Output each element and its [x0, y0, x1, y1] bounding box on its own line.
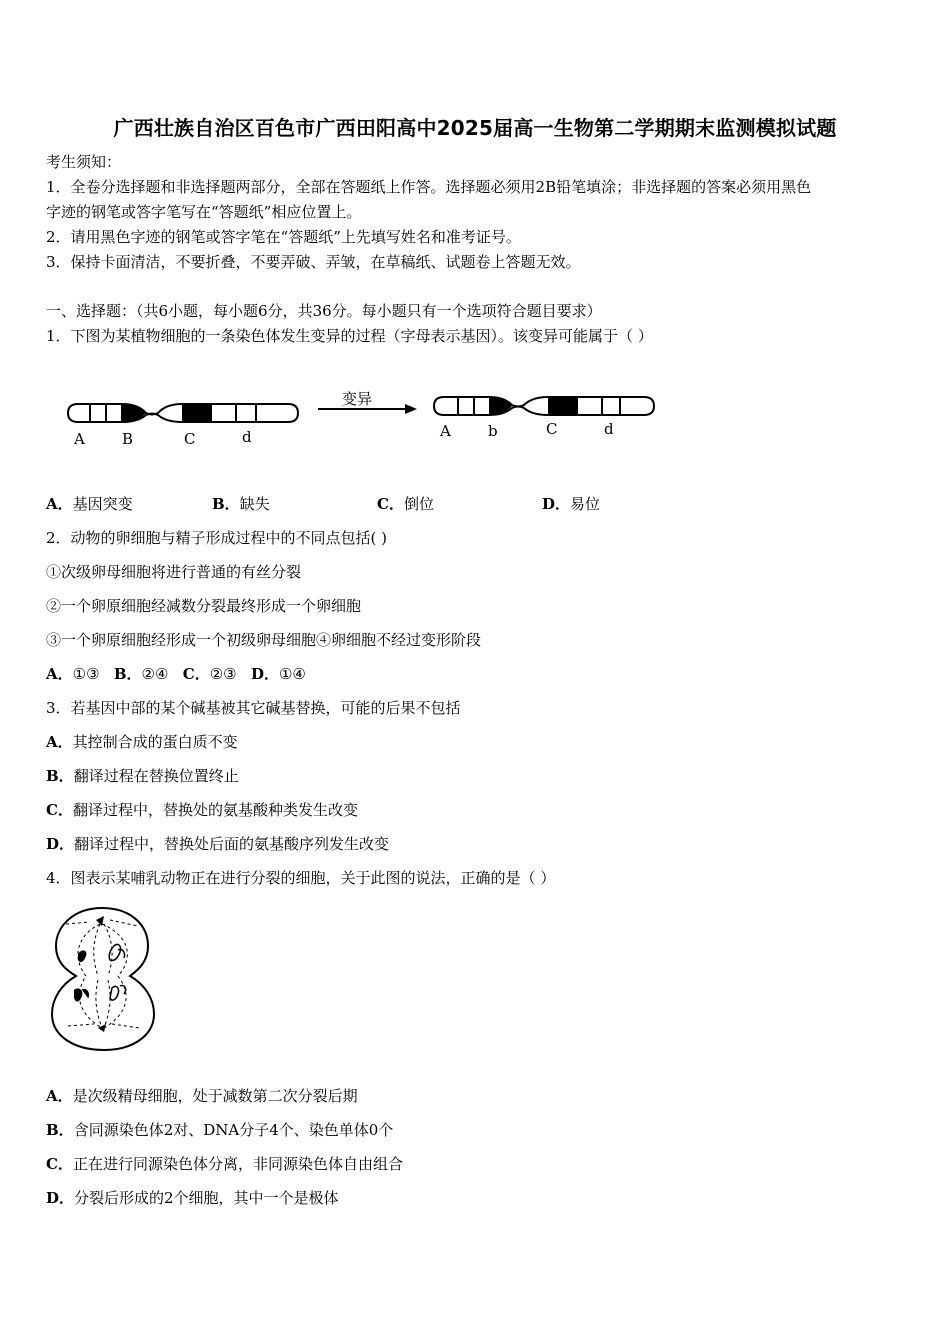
gene-label: C — [184, 430, 196, 448]
band-dark — [548, 397, 578, 415]
gene-label: d — [242, 428, 252, 446]
gene-label: B — [122, 430, 134, 448]
statement-line: ③一个卵原细胞经形成一个初级卵母细胞④卵细胞不经过变形阶段 — [46, 631, 482, 649]
question-1-stem: 1．下图为某植物细胞的一条染色体发生变异的过程（字母表示基因）。该变异可能属于（ ） — [46, 327, 653, 345]
chromosome-light — [110, 986, 119, 1000]
option-a[interactable]: A．①③ — [46, 665, 100, 683]
notice-line: 1．全卷分选择题和非选择题两部分，全部在答题纸上作答。选择题必须用2B铅笔填涂；非选择题的答案必须用黑色 — [46, 178, 812, 196]
statement-line: ①次级卵母细胞将进行普通的有丝分裂 — [46, 563, 302, 581]
notice-heading: 考生须知： — [46, 153, 122, 171]
option-d[interactable]: D．①④ — [250, 665, 306, 683]
question-4-stem: 4．图表示某哺乳动物正在进行分裂的细胞，关于此图的说法，正确的是（ ） — [46, 869, 556, 887]
notice-line: 2．请用黑色字迹的钢笔或答字笔在“答题纸”上先填写姓名和准考证号。 — [46, 228, 521, 246]
chromosome-light — [109, 944, 120, 960]
band-dark — [182, 404, 212, 422]
question-3-stem: 3．若基因中部的某个碱基被其它碱基替换，可能的后果不包括 — [46, 699, 461, 717]
option-d[interactable]: D．分裂后形成的2个细胞，其中一个是极体 — [46, 1189, 339, 1207]
chromosome-after — [434, 397, 654, 415]
option-c[interactable]: C．翻译过程中，替换处的氨基酸种类发生改变 — [46, 801, 358, 819]
option-d[interactable]: D．易位 — [542, 495, 601, 513]
arrow-label: 变异 — [342, 390, 373, 408]
notice-line: 字迹的钢笔或答字笔写在“答题纸”相应位置上。 — [46, 203, 362, 221]
option-a[interactable]: A．是次级精母细胞，处于减数第二次分裂后期 — [46, 1087, 358, 1105]
question-2-stem: 2．动物的卵细胞与精子形成过程中的不同点包括( ) — [46, 529, 388, 547]
option-b[interactable]: B．②④ — [113, 665, 169, 683]
gene-label: b — [488, 422, 498, 440]
page-title: 广西壮族自治区百色市广西田阳高中2025届高一生物第二学期期末监测模拟试题 — [113, 116, 837, 140]
option-a[interactable]: A．基因突变 — [46, 495, 133, 513]
option-b[interactable]: B．含同源染色体2对、DNA分子4个、染色单体0个 — [46, 1121, 394, 1139]
centriole — [98, 1024, 106, 1032]
option-d[interactable]: D．翻译过程中，替换处后面的氨基酸序列发生改变 — [46, 835, 390, 853]
option-b[interactable]: B．翻译过程在替换位置终止 — [46, 767, 239, 785]
option-a[interactable]: A．其控制合成的蛋白质不变 — [46, 733, 238, 751]
q2-options — [46, 664, 306, 684]
band-dark — [490, 397, 512, 415]
gene-label: A — [74, 430, 85, 448]
chromosome-variation-figure — [60, 380, 670, 452]
gene-label: A — [440, 422, 451, 440]
band-dark — [122, 404, 146, 422]
option-c[interactable]: C．正在进行同源染色体分离，非同源染色体自由组合 — [46, 1155, 403, 1173]
option-b[interactable]: B．缺失 — [212, 495, 270, 513]
notice-line: 3．保持卡面清洁，不要折叠，不要弄破、弄皱，在草稿纸、试题卷上答题无效。 — [46, 253, 581, 271]
chromosome-dark — [74, 988, 82, 1001]
option-c[interactable]: C．倒位 — [377, 495, 434, 513]
section-heading: 一、选择题：（共6小题，每小题6分，共36分。每小题只有一个选项符合题目要求） — [46, 302, 602, 320]
gene-label: d — [604, 420, 614, 438]
statement-line: ②一个卵原细胞经减数分裂最终形成一个卵细胞 — [46, 597, 362, 615]
option-c[interactable]: C．②③ — [182, 665, 237, 683]
dividing-cell-figure — [46, 902, 162, 1054]
spindle-fibers — [66, 920, 140, 1028]
chromosome-dark — [78, 950, 86, 962]
gene-label: C — [546, 420, 558, 438]
